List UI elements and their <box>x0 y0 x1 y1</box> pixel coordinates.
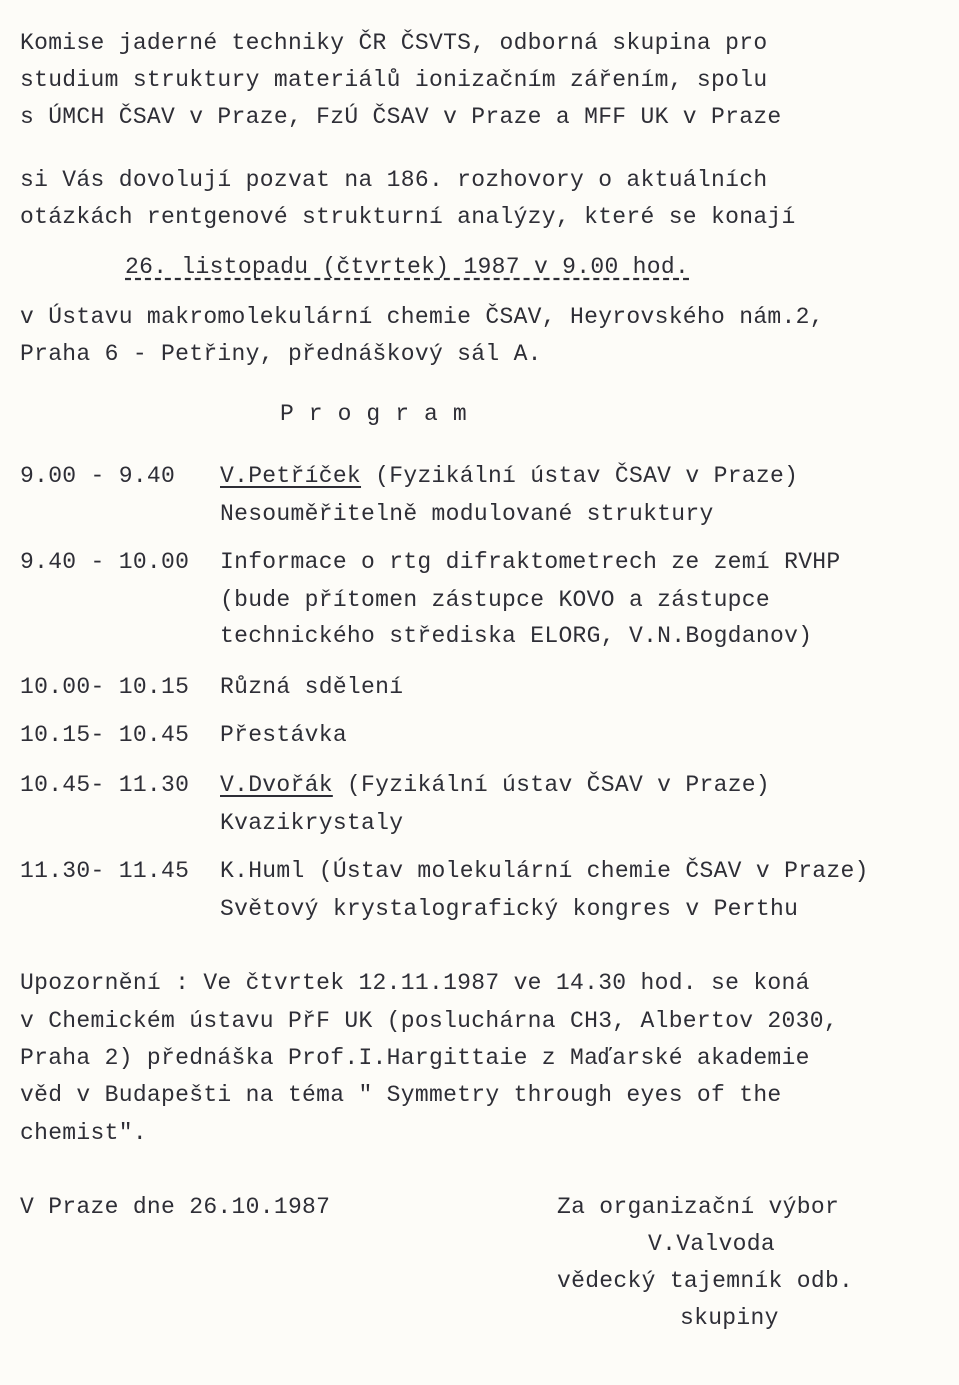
signature-line-1: Za organizační výbor <box>557 1194 840 1220</box>
invite-line-1: si Vás dovolují pozvat na 186. rozhovory o aktuálních <box>20 167 768 193</box>
program-time: 9.40 - 10.00 <box>20 549 190 575</box>
intro-line-2: studium struktury materiálů ionizačním zářením, spolu <box>20 67 768 93</box>
notice-line-2: v Chemickém ústavu PřF UK (posluchárna CH3, Albertov 2030, <box>20 1008 838 1034</box>
notice-line-3: Praha 2) přednáška Prof.I.Hargittaie z Maďarské akademie <box>20 1045 810 1071</box>
intro-line-3: s ÚMCH ČSAV v Praze, FzÚ ČSAV v Praze a MFF UK v Praze <box>20 104 782 130</box>
intro-line-1: Komise jaderné techniky ČR ČSVTS, odborná skupina pro <box>20 30 768 56</box>
venue-line-2: Praha 6 - Petřiny, přednáškový sál A. <box>20 341 542 367</box>
program-speaker: V.Dvořák <box>220 772 333 798</box>
program-affiliation: (Fyzikální ústav ČSAV v Praze) <box>361 463 799 489</box>
signature-title: vědecký tajemník odb. <box>557 1268 854 1294</box>
program-affiliation: (Fyzikální ústav ČSAV v Praze) <box>332 772 770 798</box>
program-topic: Různá sdělení <box>220 674 404 700</box>
signature-title-cont: skupiny <box>680 1305 779 1331</box>
program-time: 10.00- 10.15 <box>20 674 190 700</box>
program-time: 10.15- 10.45 <box>20 722 190 748</box>
notice-line-5: chemist". <box>20 1120 147 1146</box>
program-time: 9.00 - 9.40 <box>20 463 176 489</box>
program-topic-detail: (bude přítomen zástupce KOVO a zástupce <box>220 587 770 613</box>
venue-line-1: v Ústavu makromolekulární chemie ČSAV, Heyrovského nám.2, <box>20 304 824 330</box>
place-date: V Praze dne 26.10.1987 <box>20 1194 331 1220</box>
program-topic: K.Huml (Ústav molekulární chemie ČSAV v Praze) <box>220 858 869 884</box>
program-topic: Nesouměřitelně modulované struktury <box>220 501 714 527</box>
signature-name: V.Valvoda <box>648 1231 775 1257</box>
event-date: 26. listopadu (čtvrtek) 1987 v 9.00 hod. <box>125 254 690 280</box>
program-time: 11.30- 11.45 <box>20 858 190 884</box>
program-entry <box>220 771 770 799</box>
program-speaker: V.Petříček <box>220 463 362 489</box>
notice-line-1: Upozornění : Ve čtvrtek 12.11.1987 ve 14.30 hod. se koná <box>20 970 810 996</box>
program-heading: Program <box>280 401 482 427</box>
invite-line-2: otázkách rentgenové strukturní analýzy, které se konají <box>20 204 796 230</box>
program-topic-detail: Světový krystalografický kongres v Perthu <box>220 896 799 922</box>
program-entry <box>220 462 798 490</box>
program-topic: Informace o rtg difraktometrech ze zemí RVHP <box>220 549 841 575</box>
program-topic: Kvazikrystaly <box>220 810 404 836</box>
program-topic-detail: technického střediska ELORG, V.N.Bogdanov) <box>220 623 813 649</box>
program-time: 10.45- 11.30 <box>20 772 190 798</box>
program-topic: Přestávka <box>220 722 347 748</box>
notice-line-4: věd v Budapešti na téma " Symmetry through eyes of the <box>20 1082 782 1108</box>
